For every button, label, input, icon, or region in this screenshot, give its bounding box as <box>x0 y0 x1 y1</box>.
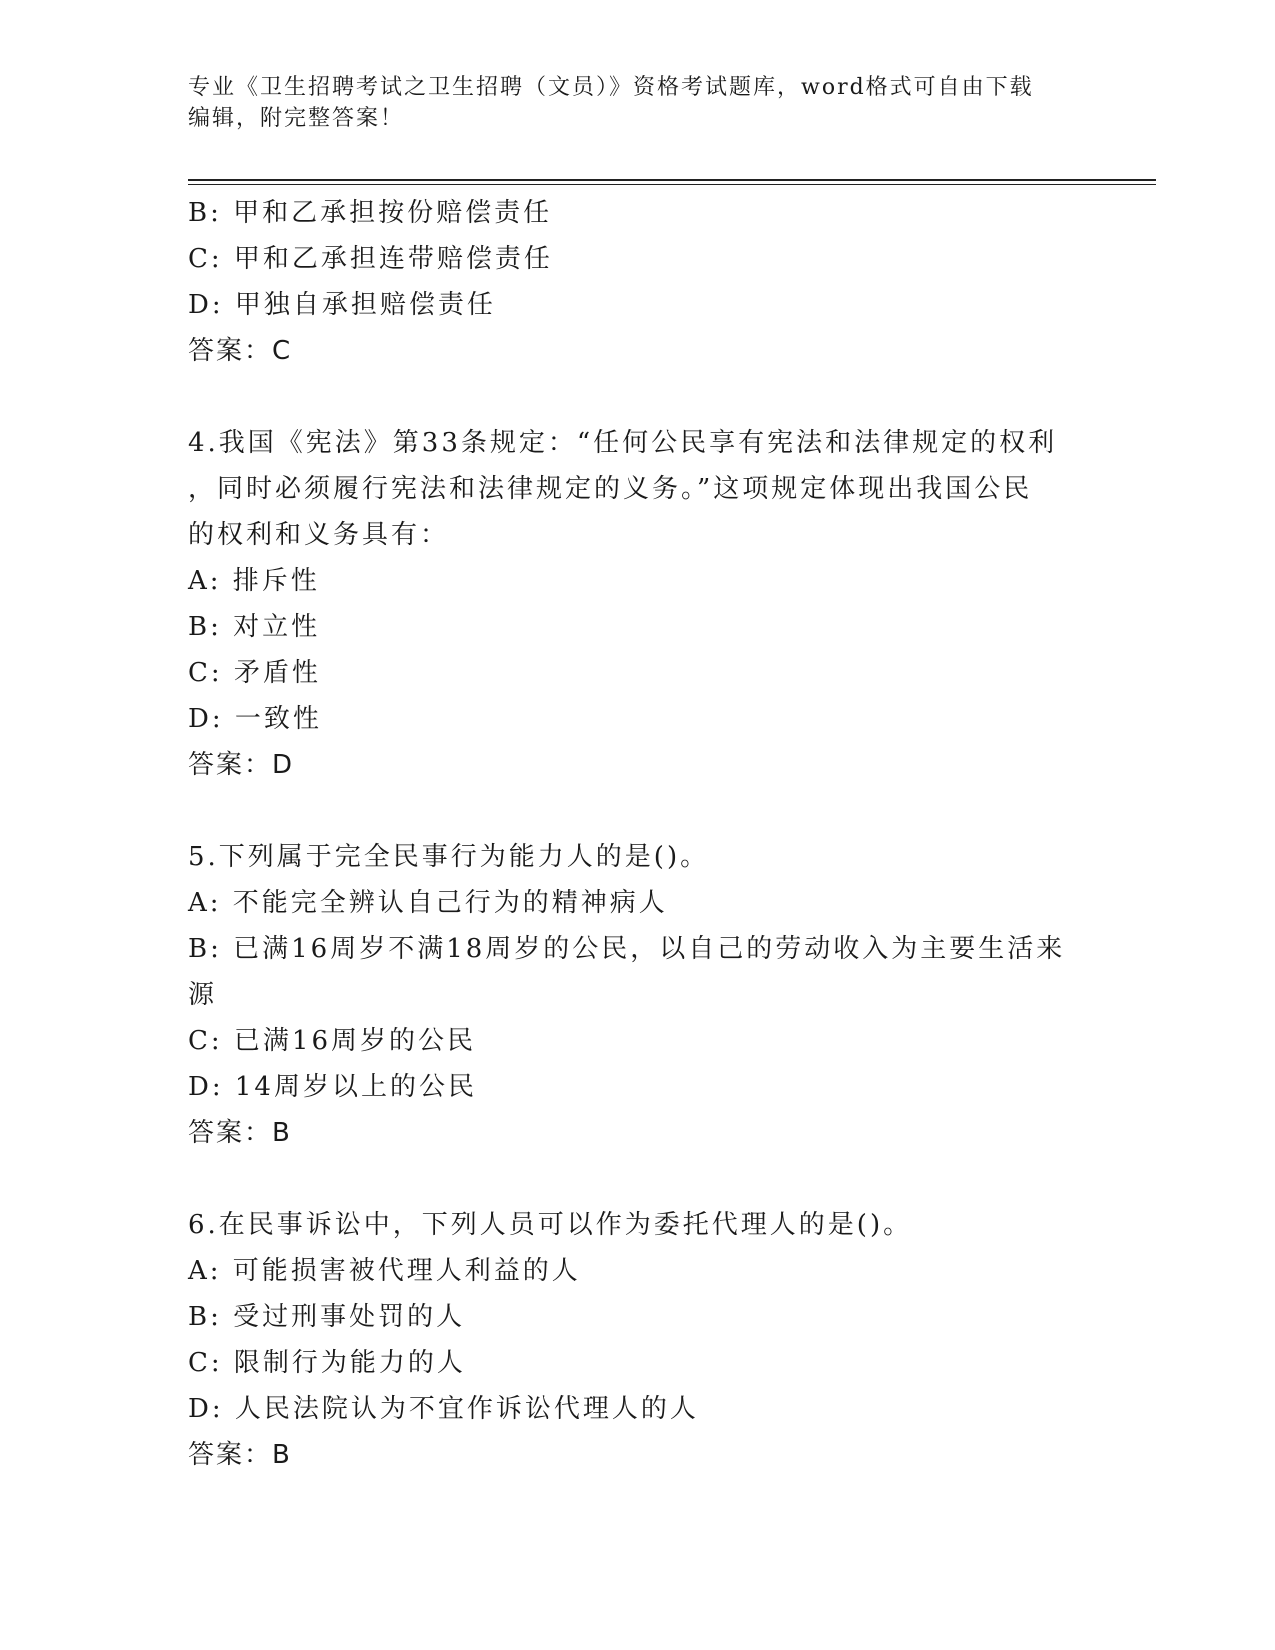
header-line-1: 专业《卫生招聘考试之卫生招聘（文员）》资格考试题库，word格式可自由下载 <box>188 75 1034 100</box>
q3-answer: 答案：C <box>188 336 293 366</box>
q4-option-c: C: 矛盾性 <box>188 658 321 688</box>
q4-question-line-1: 4.我国《宪法》第33条规定：“任何公民享有宪法和法律规定的权利 <box>188 428 1058 458</box>
q6-option-c: C: 限制行为能力的人 <box>188 1348 466 1378</box>
q4-answer: 答案：D <box>188 750 295 780</box>
q3-option-b: B: 甲和乙承担按份赔偿责任 <box>188 198 553 228</box>
q5-question: 5.下列属于完全民事行为能力人的是()。 <box>188 842 710 872</box>
q6-answer: 答案：B <box>188 1440 292 1470</box>
q6-option-d: D: 人民法院认为不宜作诉讼代理人的人 <box>188 1394 699 1424</box>
q3-option-c: C: 甲和乙承担连带赔偿责任 <box>188 244 553 274</box>
q3-option-d: D: 甲独自承担赔偿责任 <box>188 290 496 320</box>
question-content <box>188 190 1088 1478</box>
q4-option-d: D: 一致性 <box>188 704 322 734</box>
q4-option-a: A: 排斥性 <box>188 566 320 596</box>
q6-option-a: A: 可能损害被代理人利益的人 <box>188 1256 581 1286</box>
header-rule-thick <box>188 179 1156 181</box>
header-line-2: 编辑，附完整答案！ <box>188 106 405 131</box>
q5-answer: 答案：B <box>188 1118 292 1148</box>
q6-option-b: B: 受过刑事处罚的人 <box>188 1302 466 1332</box>
document-header <box>188 72 1068 134</box>
spacer <box>188 788 1088 834</box>
q5-option-c: C: 已满16周岁的公民 <box>188 1026 477 1056</box>
q5-option-a: A: 不能完全辨认自己行为的精神病人 <box>188 888 668 918</box>
spacer <box>188 1156 1088 1202</box>
q5-option-b: B: 已满16周岁不满18周岁的公民，以自己的劳动收入为主要生活来 <box>188 934 1066 964</box>
q6-question: 6.在民事诉讼中，下列人员可以作为委托代理人的是()。 <box>188 1210 913 1240</box>
q5-option-d: D: 14周岁以上的公民 <box>188 1072 477 1102</box>
q5-option-b-continued: 源 <box>188 980 218 1010</box>
q4-question-line-3: 的权利和义务具有： <box>188 520 450 550</box>
q4-question-line-2: ，同时必须履行宪法和法律规定的义务。”这项规定体现出我国公民 <box>188 474 1033 504</box>
header-rule-thin <box>188 184 1156 185</box>
spacer <box>188 374 1088 420</box>
q4-option-b: B: 对立性 <box>188 612 321 642</box>
